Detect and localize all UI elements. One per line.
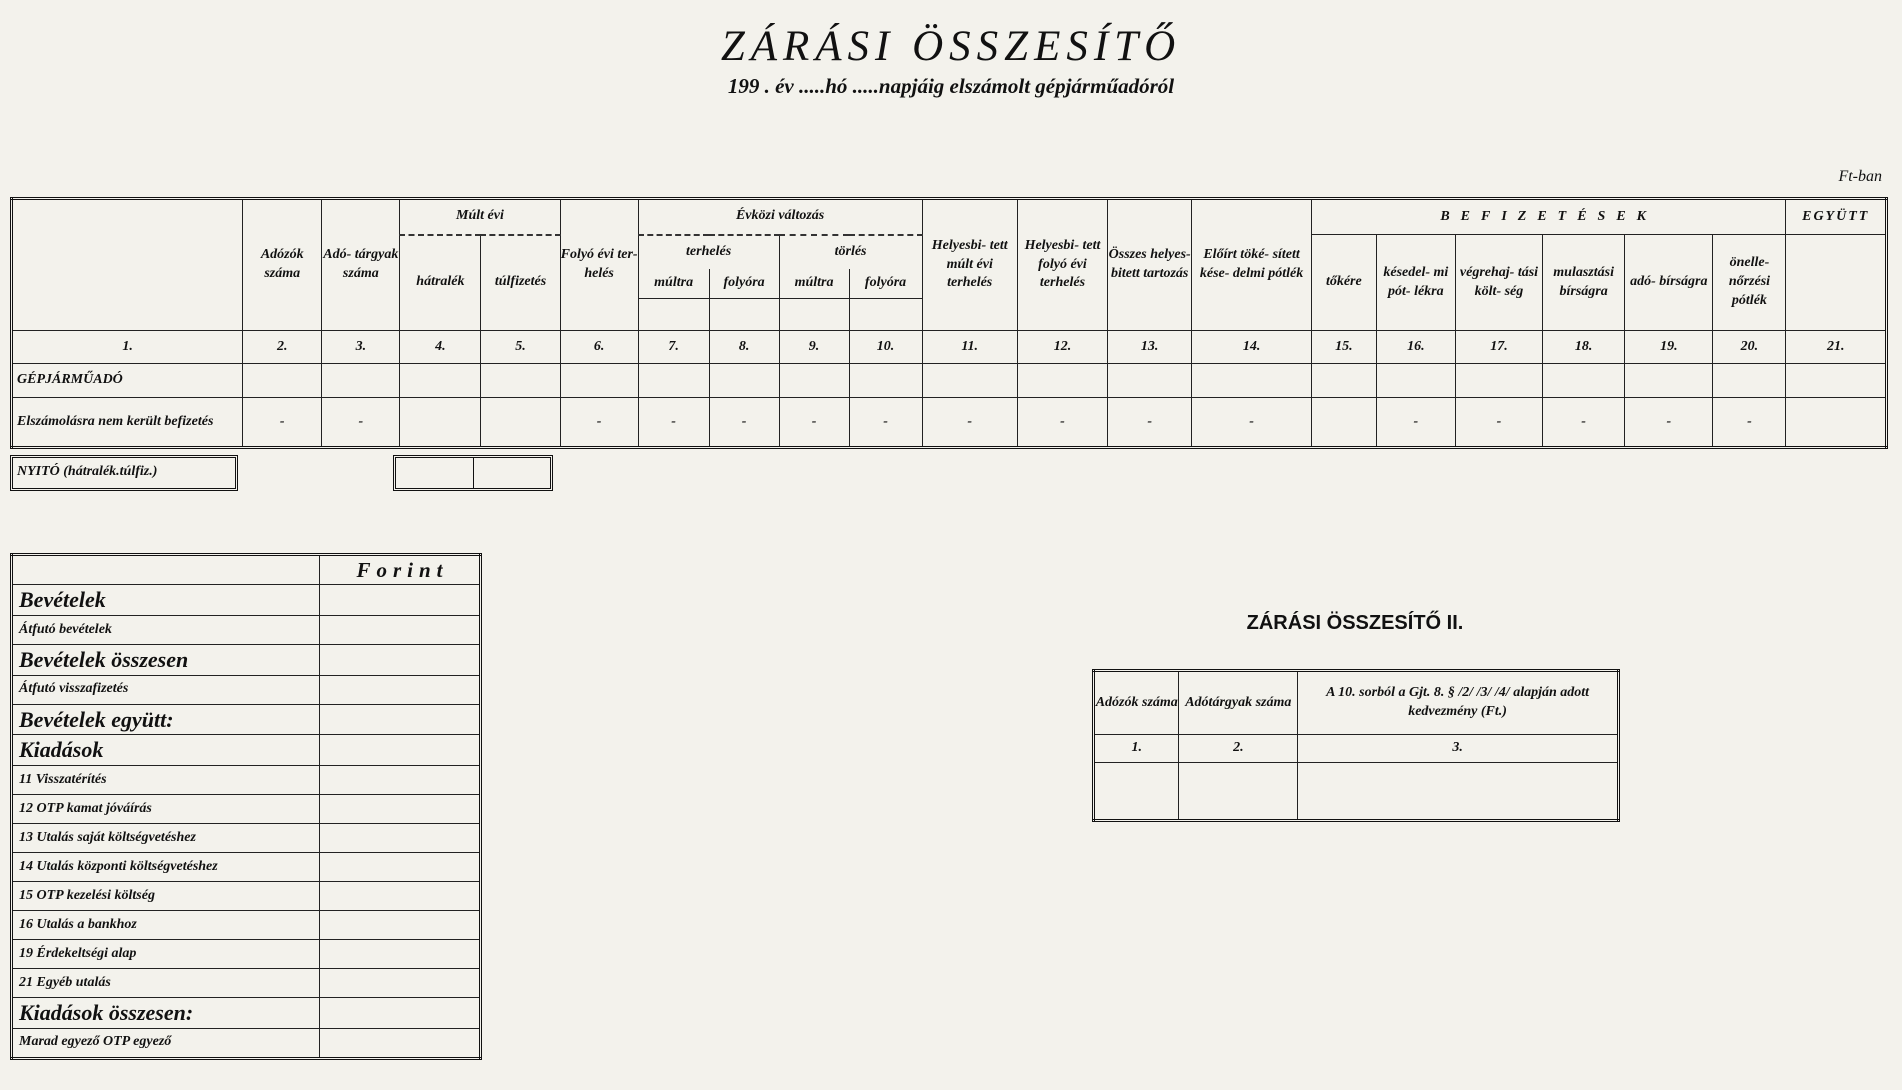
fin-row-label: Kiadások összesen: [12, 998, 320, 1029]
fin-value[interactable] [319, 940, 480, 969]
fin-value[interactable] [319, 882, 480, 911]
header-terheles-multra: múltra [638, 269, 709, 299]
fin-value[interactable] [319, 585, 480, 616]
fin-value[interactable] [319, 675, 480, 704]
fin-row-label: 15 OTP kezelési költség [12, 882, 320, 911]
dash-cell[interactable]: - [1455, 398, 1542, 448]
header-adotargyak-szama: Adó- tárgyak száma [322, 199, 400, 331]
summary2-value[interactable] [1298, 763, 1619, 821]
column-number-row [12, 331, 1887, 364]
col-num: 8. [709, 331, 779, 364]
fin-row-label: 14 Utalás központi költségvetéshez [12, 853, 320, 882]
fin-row-label: 21 Egyéb utalás [12, 969, 320, 998]
header-terheles-folyora: folyóra [709, 269, 779, 299]
dash-cell[interactable]: - [638, 398, 709, 448]
dash-cell[interactable]: - [1376, 398, 1455, 448]
summary2-num: 2. [1179, 735, 1298, 763]
fin-value[interactable] [319, 853, 480, 882]
fin-row-label: Kiadások [12, 735, 320, 766]
fin-row-label: Bevételek összesen [12, 645, 320, 676]
fin-row-label: Bevételek [12, 585, 320, 616]
fin-row-label: Átfutó bevételek [12, 616, 320, 645]
corner-cell [12, 199, 243, 331]
fin-value[interactable] [319, 616, 480, 645]
col-num: 5. [481, 331, 560, 364]
header-folyo-evi: Folyó évi ter- helés [560, 199, 638, 331]
col-num: 17. [1455, 331, 1542, 364]
col-num: 1. [12, 331, 243, 364]
summary2-col1: Adózók száma [1094, 671, 1179, 735]
col-num: 16. [1376, 331, 1455, 364]
header-kesedelmi: késedel- mi pót- lékra [1376, 235, 1455, 331]
col-num: 21. [1786, 331, 1887, 364]
header-torles-multra: múltra [779, 269, 849, 299]
dash-cell[interactable]: - [1192, 398, 1312, 448]
summary2-num: 3. [1298, 735, 1619, 763]
fin-value[interactable] [319, 969, 480, 998]
fin-value[interactable] [319, 735, 480, 766]
fin-value[interactable] [319, 766, 480, 795]
header-torles-folyora: folyóra [849, 269, 922, 299]
col-num: 13. [1108, 331, 1192, 364]
fin-row-label: 16 Utalás a bankhoz [12, 911, 320, 940]
col-num: 7. [638, 331, 709, 364]
fin-value[interactable] [319, 998, 480, 1029]
header-eloirt-potlek: Előírt töké- sített kése- delmi pótlék [1192, 199, 1312, 331]
fin-row-label: Átfutó visszafizetés [12, 675, 320, 704]
dash-cell[interactable]: - [1713, 398, 1786, 448]
dash-cell[interactable]: - [1543, 398, 1625, 448]
page-title: ZÁRÁSI ÖSSZESÍTŐ [720, 23, 1182, 70]
row-gepjarmuado [12, 364, 1887, 398]
row-label-elszamolas: Elszámolásra nem került befizetés [12, 398, 243, 448]
unit-note: Ft-ban [1838, 168, 1882, 185]
col-num: 6. [560, 331, 638, 364]
header-terheles: terhelés [638, 235, 779, 269]
nyito-label: NYITÓ (hátralék.túlfiz.) [10, 455, 238, 491]
header-osszes-helyesbitett: Összes helyes- bitett tartozás [1108, 199, 1192, 331]
fin-row-label: 12 OTP kamat jóváírás [12, 795, 320, 824]
summary2-col3: A 10. sorból a Gjt. 8. § /2/ /3/ /4/ alapján adott kedvezmény (Ft.) [1298, 671, 1619, 735]
header-adozok-szama: Adózók száma [243, 199, 322, 331]
col-num: 10. [849, 331, 922, 364]
dash-cell[interactable]: - [779, 398, 849, 448]
dash-cell[interactable]: - [922, 398, 1017, 448]
row-label-gepjarmuado: GÉPJÁRMŰADÓ [12, 364, 243, 398]
col-num: 4. [400, 331, 481, 364]
finance-table [10, 553, 482, 1060]
col-num: 14. [1192, 331, 1312, 364]
nyito-input-boxes[interactable] [393, 455, 553, 491]
col-num: 12. [1017, 331, 1107, 364]
header-mulasztasi: mulasztási bírságra [1543, 235, 1625, 331]
fin-value[interactable] [319, 911, 480, 940]
summary2-value[interactable] [1179, 763, 1298, 821]
summary2-title: ZÁRÁSI ÖSSZESÍTŐ II. [1246, 612, 1464, 634]
fin-value[interactable] [319, 795, 480, 824]
header-onellenorzesi: önelle- nőrzési pótlék [1713, 235, 1786, 331]
fin-row-label: 11 Visszatérítés [12, 766, 320, 795]
header-helyesbitett-folyo: Helyesbi- tett folyó évi terhelés [1017, 199, 1107, 331]
header-adobirsagra: adó- bírságra [1625, 235, 1713, 331]
header-egyutt: EGYÜTT [1786, 199, 1887, 235]
header-befizetesek: BEFIZETÉSEK [1311, 199, 1786, 235]
divider [473, 458, 474, 488]
summary2-table [1092, 669, 1620, 822]
dash-cell[interactable]: - [1108, 398, 1192, 448]
fin-value[interactable] [319, 824, 480, 853]
header-egyutt-blank [1786, 235, 1887, 331]
header-vegrehajtasi: végrehaj- tási költ- ség [1455, 235, 1542, 331]
fin-row-label: Marad egyező OTP egyező [12, 1028, 320, 1058]
col-num: 19. [1625, 331, 1713, 364]
summary2-col2: Adótárgyak száma [1179, 671, 1298, 735]
header-hatralek: hátralék [400, 235, 481, 331]
fin-row-label: 19 Érdekeltségi alap [12, 940, 320, 969]
header-evkozi-valtozas: Évközi változás [638, 199, 922, 235]
header-mult-evi: Múlt évi [400, 199, 560, 235]
dash-cell[interactable]: - [849, 398, 922, 448]
forint-header: Forint [319, 555, 480, 585]
dash-cell[interactable]: - [322, 398, 400, 448]
col-num: 15. [1311, 331, 1376, 364]
fin-value[interactable] [319, 704, 480, 735]
dash-cell[interactable]: - [243, 398, 322, 448]
fin-row-label: Bevételek együtt: [12, 704, 320, 735]
dash-cell[interactable]: - [1625, 398, 1713, 448]
dash-cell[interactable]: - [709, 398, 779, 448]
fin-value[interactable] [319, 645, 480, 676]
fin-value[interactable] [319, 1028, 480, 1058]
dash-cell[interactable]: - [560, 398, 638, 448]
col-num: 18. [1543, 331, 1625, 364]
fin-row-label: 13 Utalás saját költségvetéshez [12, 824, 320, 853]
header-tulfizetes: túlfizetés [481, 235, 560, 331]
col-num: 11. [922, 331, 1017, 364]
page-subtitle: 199 . év .....hó .....napjáig elszámolt gépjárműadóról [727, 74, 1175, 98]
row-elszamolas [12, 398, 1887, 448]
col-num: 3. [322, 331, 400, 364]
col-num: 9. [779, 331, 849, 364]
header-torles: törlés [779, 235, 922, 269]
header-helyesbitett-mult: Helyesbi- tett múlt évi terhelés [922, 199, 1017, 331]
header-tokere: tőkére [1311, 235, 1376, 331]
dash-cell[interactable]: - [1017, 398, 1107, 448]
main-summary-table [10, 197, 1888, 449]
col-num: 20. [1713, 331, 1786, 364]
col-num: 2. [243, 331, 322, 364]
summary2-num: 1. [1094, 735, 1179, 763]
summary2-value[interactable] [1094, 763, 1179, 821]
